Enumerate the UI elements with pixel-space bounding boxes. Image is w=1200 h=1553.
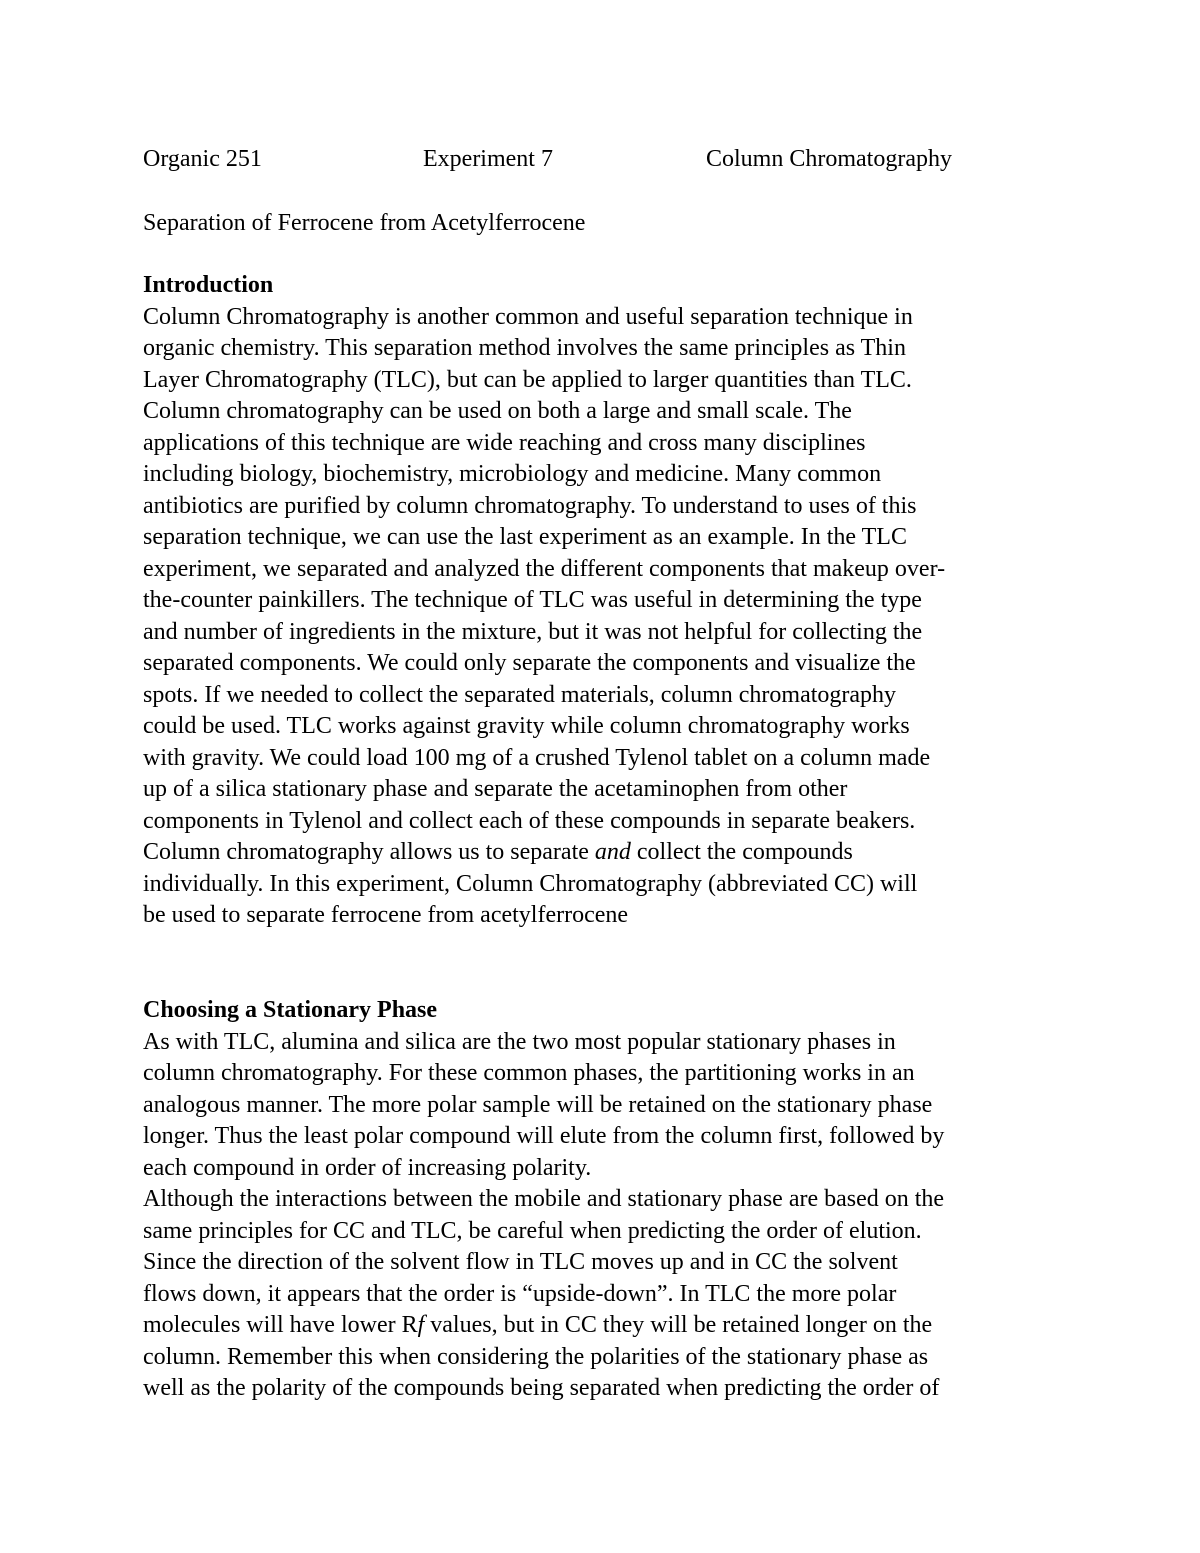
paragraph-line: spots. If we needed to collect the separated materials, column chromatography <box>143 681 897 708</box>
paragraph-line: Column Chromatography is another common and useful separation technique in <box>143 303 913 330</box>
paragraph-line: As with TLC, alumina and silica are the two most popular stationary phases in <box>143 1028 896 1055</box>
paragraph-line: up of a silica stationary phase and separate the acetaminophen from other <box>143 776 848 802</box>
introduction-section <box>143 270 1073 932</box>
line-text: Column chromatography allows us to separate <box>143 839 595 865</box>
paragraph-line: Column chromatography can be used on both a large and small scale. The <box>143 398 852 424</box>
paragraph-line: separated components. We could only separate the components and visualize the <box>143 650 916 676</box>
introduction-heading: Introduction <box>143 272 274 298</box>
topic-label: Column Chromatography <box>706 146 952 172</box>
paragraph-line: Layer Chromatography (TLC), but can be applied to larger quantities than TLC. <box>143 366 912 393</box>
paragraph-line: applications of this technique are wide reaching and cross many disciplines <box>143 429 866 456</box>
paragraph-line: with gravity. We could load 100 mg of a crushed Tylenol tablet on a column made <box>143 744 931 771</box>
paragraph-line: each compound in order of increasing polarity. <box>143 1154 592 1181</box>
paragraph-line: and number of ingredients in the mixture, but it was not helpful for collecting the <box>143 618 923 645</box>
paragraph-line: same principles for CC and TLC, be careful when predicting the order of elution. <box>143 1217 922 1244</box>
paragraph-line: Although the interactions between the mobile and stationary phase are based on the <box>143 1186 945 1212</box>
course-label: Organic 251 <box>143 146 262 172</box>
paragraph-line: the-counter painkillers. The technique of TLC was useful in determining the type <box>143 587 922 613</box>
paragraph-line: well as the polarity of the compounds being separated when predicting the order of <box>143 1375 940 1401</box>
paragraph-line: components in Tylenol and collect each of these compounds in separate beakers. <box>143 807 916 834</box>
experiment-label: Experiment 7 <box>423 146 553 172</box>
paragraph-line: organic chemistry. This separation method involves the same principles as Thin <box>143 335 906 361</box>
line-text: collect the compounds <box>630 839 853 865</box>
document-subtitle: Separation of Ferrocene from Acetylferrocene <box>143 210 586 236</box>
paragraph-line-emphasis <box>143 837 1073 869</box>
paragraph-line: individually. In this experiment, Column Chromatography (abbreviated CC) will <box>143 870 918 897</box>
paragraph-line: be used to separate ferrocene from acetylferrocene <box>143 902 629 928</box>
paragraph-line: column chromatography. For these common phases, the partitioning works in an <box>143 1060 915 1086</box>
stationary-phase-heading: Choosing a Stationary Phase <box>143 997 438 1023</box>
paragraph-line: could be used. TLC works against gravity while column chromatography works <box>143 713 910 739</box>
paragraph-line: column. Remember this when considering the polarities of the stationary phase as <box>143 1343 929 1370</box>
paragraph-line: antibiotics are purified by column chromatography. To understand to uses of this <box>143 492 917 519</box>
paragraph-line: Since the direction of the solvent flow in TLC moves up and in CC the solvent <box>143 1249 898 1275</box>
rf-subscript-text: f <box>417 1312 425 1338</box>
paragraph-line: longer. Thus the least polar compound will elute from the column first, followed by <box>143 1123 945 1149</box>
document-header <box>143 142 1063 176</box>
paragraph-line-rf <box>143 1310 1073 1342</box>
paragraph-line: experiment, we separated and analyzed the different components that makeup over- <box>143 555 946 582</box>
line-text: values, but in CC they will be retained longer on the <box>424 1312 933 1338</box>
line-text: molecules will have lower R <box>143 1312 418 1338</box>
paragraph-line: flows down, it appears that the order is “upside-down”. In TLC the more polar <box>143 1280 897 1307</box>
emphasis-text: and <box>594 839 631 865</box>
paragraph-line: separation technique, we can use the last experiment as an example. In the TLC <box>143 524 907 550</box>
stationary-phase-section <box>143 995 1073 1405</box>
paragraph-line: including biology, biochemistry, microbiology and medicine. Many common <box>143 461 882 487</box>
paragraph-line: analogous manner. The more polar sample will be retained on the stationary phase <box>143 1091 933 1118</box>
